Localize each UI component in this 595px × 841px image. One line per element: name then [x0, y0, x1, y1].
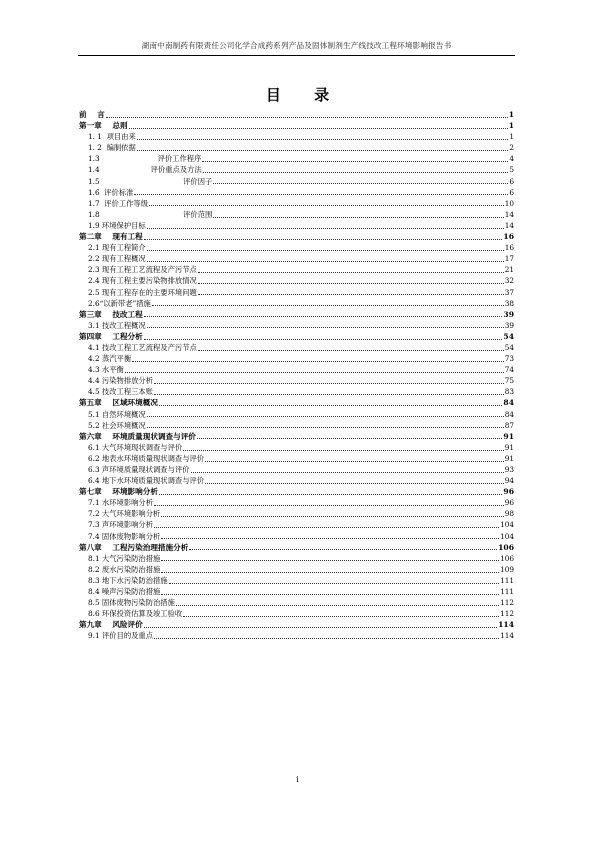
toc-page-number: 112 [500, 609, 514, 619]
toc-page-number: 37 [504, 287, 514, 297]
toc-page-number: 5 [509, 165, 514, 175]
dot-leader [198, 294, 504, 295]
toc-entry-title: 前 言 [79, 110, 105, 119]
toc-section-entry[interactable] [79, 564, 514, 575]
dot-leader [134, 194, 508, 195]
dot-leader [144, 627, 497, 628]
toc-page-number: 32 [504, 276, 514, 286]
dot-leader [154, 505, 504, 506]
toc-page-number: 54 [503, 331, 514, 341]
toc-entry-title: 第二章 现有工程 [79, 232, 143, 242]
dot-leader [191, 472, 504, 473]
toc-section-entry[interactable] [79, 608, 514, 619]
dot-leader [154, 638, 499, 639]
toc-section-entry[interactable] [79, 597, 514, 608]
toc-entry-title: 4.2 蒸汽平衡 [88, 354, 132, 364]
toc-page-number: 1 [508, 110, 514, 119]
toc-chapter-entry[interactable] [79, 431, 514, 442]
toc-entry-title: 第四章 工程分析 [79, 331, 143, 341]
table-of-contents [79, 109, 514, 642]
toc-page-number: 73 [504, 354, 514, 364]
dot-leader [137, 139, 509, 140]
toc-entry-title: 1.7 评价工作等级 [88, 198, 149, 208]
toc-section-entry[interactable] [79, 553, 514, 564]
toc-page-number: 106 [498, 542, 514, 552]
toc-page-number: 14 [504, 209, 514, 219]
toc-entry-title: 6.4 地下水环境质量现状调查与评价 [88, 476, 205, 486]
toc-section-entry[interactable] [79, 298, 514, 309]
toc-section-entry[interactable] [79, 253, 514, 264]
toc-section-entry[interactable] [79, 409, 514, 420]
toc-page-number: 21 [504, 265, 514, 275]
dot-leader [202, 161, 508, 162]
dot-leader [147, 427, 504, 428]
toc-section-entry[interactable] [79, 320, 514, 331]
toc-entry-title: 5.1 自然环境概况 [88, 409, 146, 419]
dot-leader [152, 305, 504, 306]
toc-entry-title: 第六章 环境质量现状调查与评价 [79, 431, 196, 441]
toc-chapter-entry[interactable] [79, 397, 514, 408]
toc-section-entry[interactable] [79, 131, 514, 142]
toc-entry-title: 第九章 风险评价 [79, 620, 143, 630]
dot-leader [147, 327, 504, 328]
toc-entry-title: 2.6“以新带老”措施 [88, 298, 151, 308]
dot-leader [189, 549, 497, 550]
toc-page-number: 96 [504, 498, 514, 508]
toc-page-number: 39 [504, 320, 514, 330]
toc-page-number: 1 [509, 132, 514, 142]
dot-leader [169, 583, 499, 584]
toc-section-entry[interactable] [79, 575, 514, 586]
toc-section-entry[interactable] [79, 242, 514, 253]
toc-entry-title: 2.4 现有工程主要污染物排放情况 [88, 276, 197, 286]
toc-section-entry[interactable] [79, 420, 514, 431]
dot-leader [129, 128, 508, 129]
dot-leader [147, 261, 504, 262]
dot-leader [154, 527, 499, 528]
toc-section-entry[interactable] [79, 442, 514, 453]
toc-entry-title: 5.2 社会环境概况 [88, 420, 146, 430]
toc-entry-title: 7.3 声环境影响分析 [88, 520, 154, 530]
dot-leader [154, 394, 504, 395]
dot-leader [159, 405, 503, 406]
toc-entry-title: 1.4 评价重点及方法 [88, 165, 202, 175]
toc-page-number: 106 [500, 553, 514, 563]
toc-page-number: 10 [504, 198, 514, 208]
dot-leader [161, 572, 499, 573]
dot-leader [198, 350, 504, 351]
toc-page-number: 6 [509, 187, 514, 197]
toc-section-entry[interactable] [79, 464, 514, 475]
dot-leader [149, 205, 504, 206]
toc-section-entry[interactable] [79, 586, 514, 597]
toc-chapter-entry[interactable] [79, 309, 514, 320]
toc-section-entry[interactable] [79, 275, 514, 286]
toc-page-number: 4 [509, 154, 514, 164]
toc-entry-title: 2.1 现有工程简介 [88, 243, 146, 253]
dot-leader [147, 228, 504, 229]
dot-leader [161, 516, 503, 517]
toc-page-number: 84 [504, 409, 514, 419]
toc-page-number: 38 [504, 298, 514, 308]
toc-section-entry[interactable] [79, 364, 514, 375]
toc-entry-title: 2.5 现有工程存在的主要环境问题 [88, 287, 197, 297]
toc-entry-title: 1.6 评价标准 [88, 187, 134, 197]
toc-section-entry[interactable] [79, 176, 514, 187]
toc-page-number: 87 [504, 420, 514, 430]
dot-leader [161, 594, 499, 595]
toc-section-entry[interactable] [79, 531, 514, 542]
toc-page-number: 83 [504, 387, 514, 397]
dot-leader [161, 560, 499, 561]
toc-entry-title: 4.4 污染物排放分析 [88, 376, 154, 386]
dot-leader [205, 483, 504, 484]
toc-page-number: 39 [503, 309, 514, 319]
toc-entry-title: 2.2 现有工程概况 [88, 254, 146, 264]
dot-leader [213, 217, 503, 218]
toc-page-number: 91 [503, 431, 514, 441]
toc-entry-title: 4.1 技改工程工艺流程及产污节点 [88, 342, 197, 352]
toc-page-number: 109 [500, 564, 514, 574]
toc-entry-title: 8.6 环保投资估算及竣工验收 [88, 609, 183, 619]
toc-entry-title: 6.3 声环境质量现状调查与评价 [88, 465, 190, 474]
toc-section-entry[interactable] [79, 475, 514, 486]
toc-section-entry[interactable] [79, 342, 514, 353]
toc-entry-title: 8.2 废水污染防治措施 [88, 564, 161, 574]
toc-section-entry[interactable] [79, 264, 514, 275]
toc-page-number: 104 [500, 531, 514, 541]
toc-entry-title: 7.2 大气环境影响分析 [88, 509, 161, 519]
toc-page-number: 96 [503, 487, 514, 497]
toc-chapter-entry[interactable] [79, 542, 514, 553]
toc-section-entry[interactable] [79, 187, 514, 198]
toc-section-entry[interactable] [79, 353, 514, 364]
toc-page-number: 91 [504, 442, 514, 452]
toc-entry-title: 7.4 固体废物影响分析 [88, 531, 161, 541]
dot-leader [144, 339, 503, 340]
toc-entry-title: 1.3 评价工作程序 [88, 154, 202, 164]
toc-entry-title: 第一章 总则 [79, 121, 128, 131]
running-header: 湖南中南制药有限责任公司化学合成药系列产品及固体制剂生产线技改工程环境影响报告书 [141, 41, 452, 50]
toc-page-number: 16 [504, 243, 514, 253]
toc-page-number: 54 [504, 342, 514, 352]
toc-section-entry[interactable] [79, 142, 514, 153]
toc-page-number: 14 [504, 220, 514, 230]
toc-page-number: 98 [504, 509, 514, 519]
toc-entry-title: 1.8 评价范围 [88, 209, 213, 219]
toc-section-entry[interactable] [79, 508, 514, 519]
toc-entry-title: 9.1 评价目的及重点 [88, 631, 154, 641]
toc-section-entry[interactable] [79, 287, 514, 298]
toc-entry-title: 8.3 地下水污染防治措施 [88, 575, 168, 585]
toc-page-number: 84 [503, 398, 514, 408]
toc-chapter-entry[interactable] [79, 331, 514, 342]
toc-chapter-entry[interactable] [79, 120, 514, 131]
toc-entry-title: 2.3 现有工程工艺流程及产污节点 [88, 265, 197, 275]
toc-page-number: 114 [498, 620, 514, 630]
dot-leader [205, 461, 504, 462]
toc-section-entry[interactable] [79, 198, 514, 209]
dot-leader [147, 250, 504, 251]
toc-chapter-entry[interactable] [79, 231, 514, 242]
dot-leader [144, 239, 503, 240]
toc-entry-title: 8.4 噪声污染防治措施 [88, 587, 161, 597]
toc-section-entry[interactable] [79, 220, 514, 231]
toc-section-entry[interactable] [79, 497, 514, 508]
dot-leader [197, 438, 503, 439]
toc-entry-title: 8.5 固体废物污染防治措施 [88, 598, 175, 608]
toc-entry-title: 8.1 大气污染防治措施 [88, 553, 161, 563]
dot-leader [161, 538, 499, 539]
toc-entry-title: 1.5 评价因子 [88, 176, 213, 186]
toc-chapter-entry[interactable] [79, 109, 514, 120]
dot-leader [147, 416, 504, 417]
toc-page-number: 114 [500, 631, 514, 641]
toc-entry-title: 3.1 技改工程概况 [88, 320, 146, 330]
toc-entry-title: 1. 1 项目由来 [88, 132, 136, 142]
toc-page-number: 16 [503, 232, 514, 242]
toc-page-number: 94 [504, 476, 514, 486]
toc-section-entry[interactable] [79, 209, 514, 220]
toc-page-number: 6 [509, 176, 514, 186]
dot-leader [183, 450, 504, 451]
toc-page-number: 91 [504, 453, 514, 463]
toc-entry-title: 4.3 水平衡 [88, 365, 124, 375]
toc-page-number: 1 [508, 121, 514, 131]
dot-leader [159, 494, 503, 495]
dot-leader [154, 383, 504, 384]
toc-section-entry[interactable] [79, 630, 514, 641]
toc-chapter-entry[interactable] [79, 486, 514, 497]
dot-leader [176, 605, 499, 606]
toc-entry-title: 1.9 环境保护目标 [88, 220, 146, 230]
dot-leader [203, 172, 509, 173]
toc-entry-title: 第七章 环境影响分析 [79, 487, 158, 497]
dot-leader [198, 272, 504, 273]
dot-leader [132, 361, 504, 362]
toc-section-entry[interactable] [79, 375, 514, 386]
toc-page-number: 111 [500, 587, 514, 597]
toc-entry-title: 4.5 技改工程三本账 [88, 387, 154, 397]
toc-entry-title: 第五章 区域环境概况 [79, 398, 158, 408]
toc-page-number: 17 [504, 254, 514, 264]
toc-page-number: 112 [500, 598, 514, 608]
toc-page-number: 93 [504, 465, 514, 474]
page-title: 目 录 [265, 86, 344, 104]
dot-leader [198, 283, 504, 284]
toc-section-entry[interactable] [79, 164, 514, 175]
toc-chapter-entry[interactable] [79, 619, 514, 630]
toc-entry-title: 7.1 水环境影响分析 [88, 498, 154, 508]
toc-section-entry[interactable] [79, 519, 514, 530]
toc-section-entry[interactable] [79, 453, 514, 464]
toc-page-number: 75 [504, 376, 514, 386]
toc-entry-title: 6.1 大气环境现状调查与评价 [88, 442, 183, 452]
dot-leader [106, 117, 508, 118]
dot-leader [183, 616, 499, 617]
toc-page-number: 104 [500, 520, 514, 530]
dot-leader [144, 316, 503, 317]
toc-entry-title: 第八章 工程污染治理措施分析 [79, 542, 189, 552]
toc-section-entry[interactable] [79, 153, 514, 164]
toc-entry-title: 1. 2 编制依据 [88, 143, 136, 153]
dot-leader [213, 183, 508, 184]
toc-section-entry[interactable] [79, 386, 514, 397]
toc-page-number: 111 [500, 575, 514, 585]
dot-leader [137, 150, 509, 151]
dot-leader [125, 372, 504, 373]
toc-entry-title: 第三章 技改工程 [79, 309, 143, 319]
header-rule [78, 55, 515, 56]
toc-page-number: 2 [509, 143, 514, 153]
toc-page-number: 74 [504, 365, 514, 375]
toc-entry-title: 6.2 地表水环境质量现状调查与评价 [88, 453, 205, 463]
page-number: i [296, 775, 299, 784]
